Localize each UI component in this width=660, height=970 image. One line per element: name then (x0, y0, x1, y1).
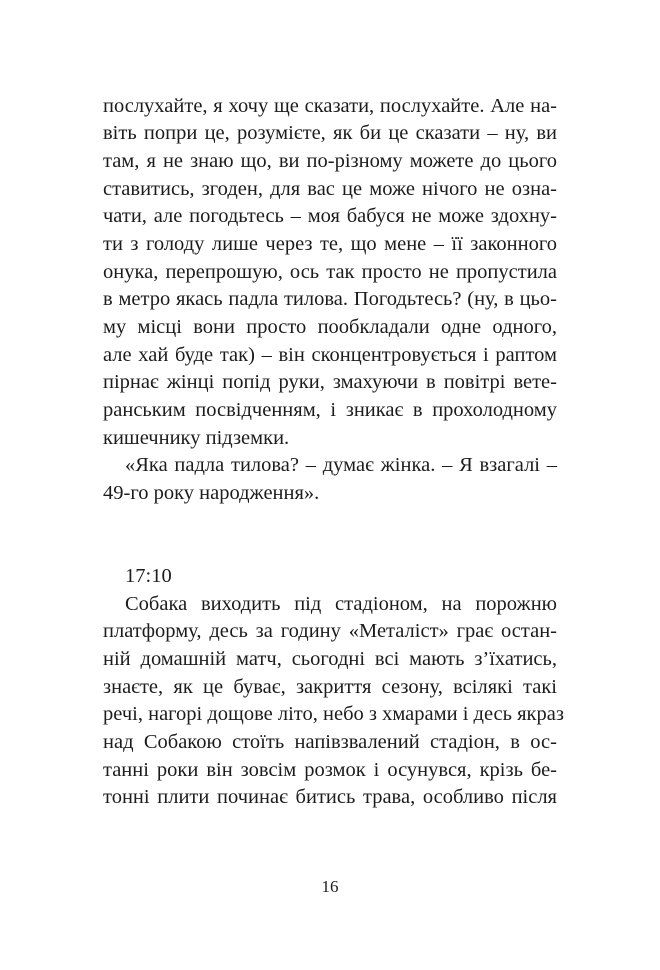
text-line: ставитись, згоден, для вас це може нічого не озна- (103, 178, 557, 200)
text-line: му місці вони просто пообкладали одне одного, (103, 316, 557, 338)
text-line: танні роки він зовсім розмок і осунувся, крізь бе- (103, 759, 557, 781)
text-line: в метро якась падла тилова. Погодьтесь? (ну, в цьо- (103, 288, 557, 310)
text-line: 49-го року народження». (103, 482, 320, 504)
text-line: знаєте, як це буває, закриття сезону, всілякі такі (103, 676, 557, 698)
text-line: онука, перепрошую, ось так просто не пропустила (103, 261, 557, 283)
text-line: але хай буде так) – він сконцентровується і раптом (103, 344, 557, 366)
text-line: речі, нагорі дощове літо, небо з хмарами і десь якраз (103, 703, 564, 725)
text-line: чати, але погодьтесь – моя бабуся не може здохну- (103, 205, 557, 227)
text-line: там, я не знаю що, ви по-різному можете до цього (103, 150, 557, 172)
text-line: ній домашній матч, сьогодні всі мають з’їхатись, (103, 648, 557, 670)
text-line: кишечнику підземки. (103, 427, 290, 449)
text-line: тонні плити починає битись трава, особливо після (103, 786, 557, 808)
text-line: «Яка падла тилова? – думає жінка. – Я взагалі – (125, 454, 557, 476)
text-line: віть попри це, розумієте, як би це сказати – ну, ви (103, 122, 557, 144)
page-number: 16 (321, 877, 339, 896)
text-line: пірнає жінці попід руки, змахуючи в повітрі вете- (103, 371, 557, 393)
text-line: платформу, десь за годину «Металіст» грає остан- (103, 620, 557, 642)
text-line: послухайте, я хочу ще сказати, послухайте. Але на- (103, 95, 557, 117)
text-line: ти з голоду лише через те, що мене – її законного (103, 233, 557, 255)
section-time-heading: 17:10 (125, 565, 172, 587)
text-line: над Собакою стоїть напівзвалений стадіон, в ос- (103, 731, 557, 753)
text-line: Собака виходить під стадіоном, на порожню (125, 593, 557, 615)
text-line: ранським посвідченням, і зникає в прохолодному (103, 399, 557, 421)
